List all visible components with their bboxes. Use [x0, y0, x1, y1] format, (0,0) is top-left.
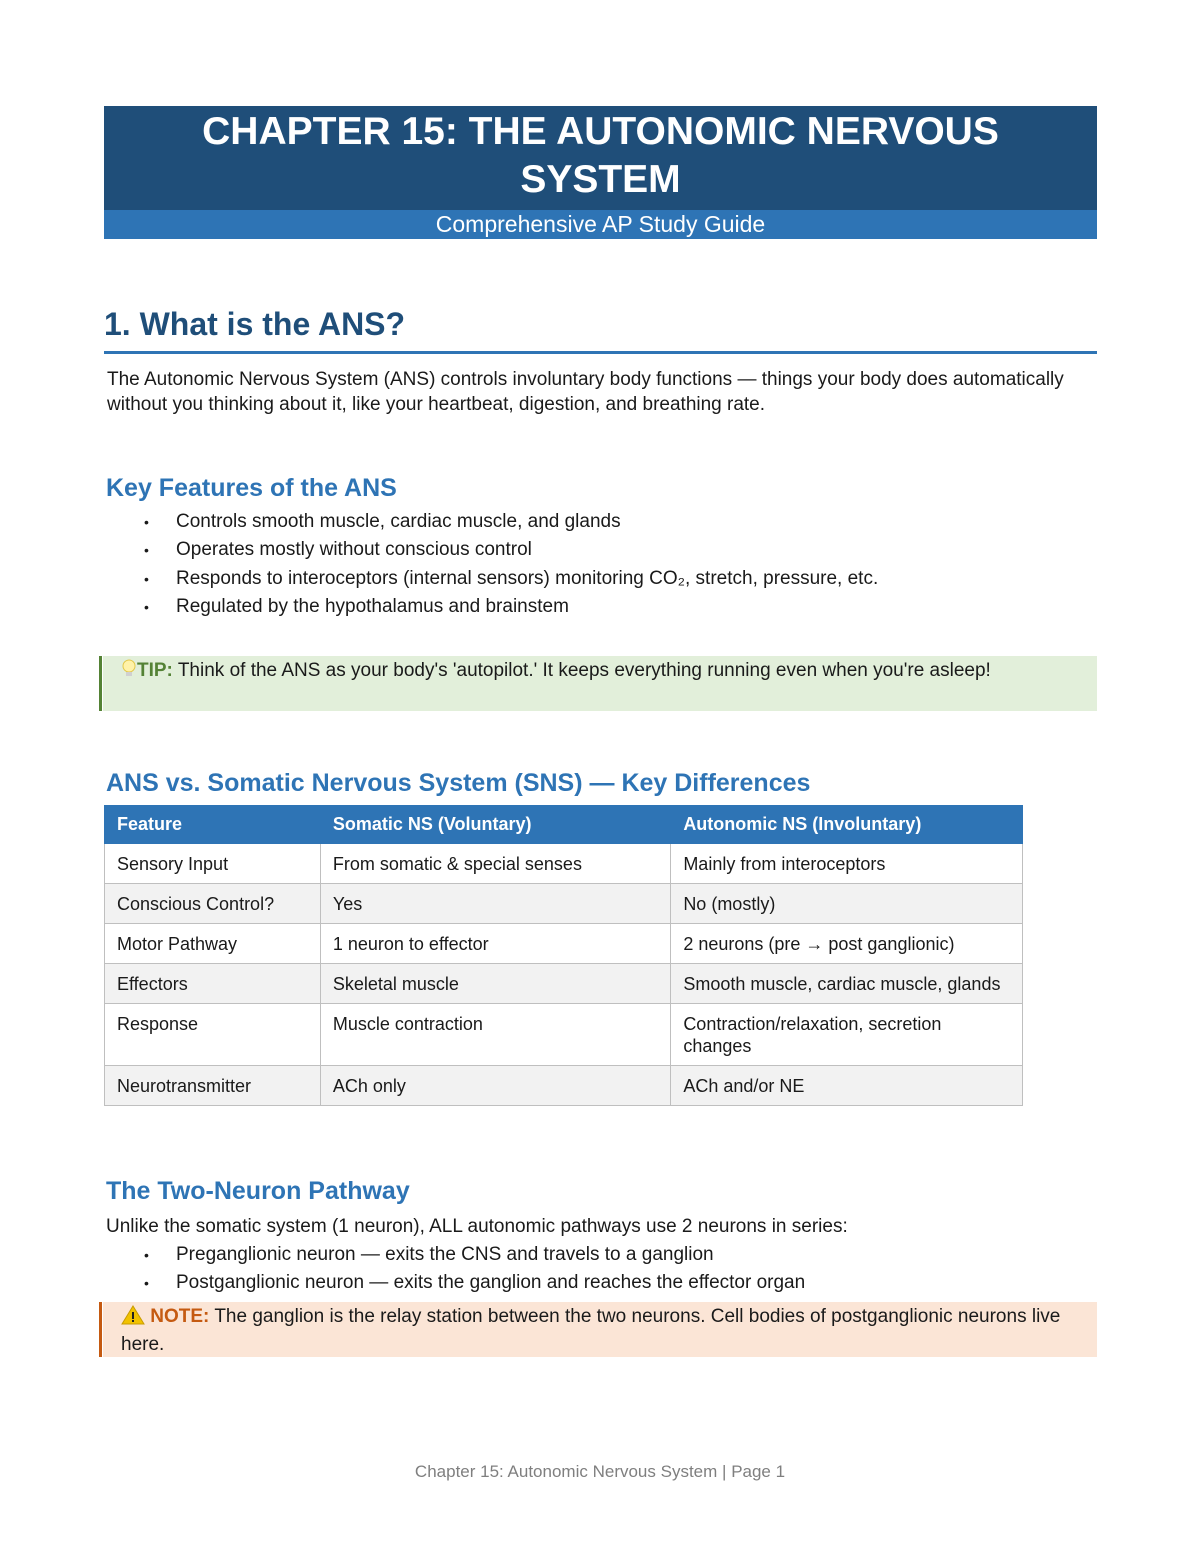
- section-divider: [104, 351, 1097, 354]
- table-cell: 2 neurons (pre → post ganglionic): [671, 924, 1023, 964]
- warning-icon: [121, 1305, 145, 1325]
- comparison-table: [104, 805, 1023, 1106]
- table-cell: Neurotransmitter: [105, 1066, 321, 1106]
- column-header: Somatic NS (Voluntary): [320, 806, 670, 844]
- comparison-heading: ANS vs. Somatic Nervous System (SNS) — Key Differences: [106, 769, 811, 797]
- table-cell: Conscious Control?: [105, 884, 321, 924]
- table-cell: No (mostly): [671, 884, 1023, 924]
- table-cell: Sensory Input: [105, 844, 321, 884]
- tip-accent-bar: [99, 656, 102, 711]
- bullet-icon: •: [144, 570, 149, 587]
- chapter-subtitle: Comprehensive AP Study Guide: [104, 210, 1097, 239]
- lightbulb-icon: [121, 659, 137, 679]
- table-header-row: [105, 806, 1023, 844]
- chapter-title-line1: CHAPTER 15: THE AUTONOMIC NERVOUS: [202, 110, 999, 153]
- bullet-icon: •: [144, 1247, 149, 1263]
- note-text: The ganglion is the relay station between the two neurons. Cell bodies of postganglionic neurons live here.: [121, 1306, 1061, 1355]
- bullet-icon: •: [144, 542, 149, 559]
- tip-label: TIP:: [137, 660, 173, 681]
- tip-callout: [103, 656, 1097, 711]
- column-header: Autonomic NS (Involuntary): [671, 806, 1023, 844]
- table-cell: Motor Pathway: [105, 924, 321, 964]
- list-item: • Controls smooth muscle, cardiac muscle, and glands: [144, 508, 1104, 536]
- table-cell: Yes: [320, 884, 670, 924]
- table-row: [105, 964, 1023, 1004]
- tip-text: Think of the ANS as your body's 'autopilot.' It keeps everything running even when you're asleep!: [172, 660, 991, 681]
- key-features-list: [144, 508, 1104, 621]
- table-row: [105, 1066, 1023, 1106]
- pathway-list: [144, 1241, 1104, 1298]
- bullet-icon: •: [144, 514, 149, 530]
- note-label: NOTE:: [150, 1306, 210, 1327]
- table-cell: Muscle contraction: [320, 1004, 670, 1066]
- table-cell: ACh only: [320, 1066, 670, 1106]
- bullet-icon: •: [144, 598, 149, 615]
- table-row: [105, 844, 1023, 884]
- pathway-heading: The Two-Neuron Pathway: [106, 1177, 410, 1205]
- table-cell: Response: [105, 1004, 321, 1066]
- table-cell: Smooth muscle, cardiac muscle, glands: [671, 964, 1023, 1004]
- section-heading: 1. What is the ANS?: [104, 306, 406, 342]
- table-cell: Contraction/relaxation, secretion changes: [671, 1004, 1023, 1066]
- table-cell: Mainly from interoceptors: [671, 844, 1023, 884]
- table-cell: Effectors: [105, 964, 321, 1004]
- page-footer: [0, 1462, 1200, 1482]
- note-callout: [103, 1302, 1097, 1357]
- column-header: Feature: [105, 806, 321, 844]
- list-item: • Postganglionic neuron — exits the ganglion and reaches the effector organ: [144, 1269, 1104, 1297]
- footer-title: Chapter 15: Autonomic Nervous System: [414, 1462, 718, 1481]
- footer-separator: |: [722, 1462, 727, 1481]
- table-cell: 1 neuron to effector: [320, 924, 670, 964]
- table-cell: From somatic & special senses: [320, 844, 670, 884]
- page-number: Page 1: [731, 1462, 786, 1481]
- chapter-title-line2: SYSTEM: [520, 158, 681, 201]
- table-cell: Skeletal muscle: [320, 964, 670, 1004]
- bullet-icon: •: [144, 1275, 149, 1292]
- pathway-intro: Unlike the somatic system (1 neuron), ALL autonomic pathways use 2 neurons in series:: [106, 1216, 848, 1237]
- list-item: • Preganglionic neuron — exits the CNS and travels to a ganglion: [144, 1241, 1104, 1269]
- table-cell: ACh and/or NE: [671, 1066, 1023, 1106]
- list-item: • Operates mostly without conscious control: [144, 536, 1104, 564]
- list-item: • Regulated by the hypothalamus and brainstem: [144, 593, 1104, 621]
- intro-paragraph: The Autonomic Nervous System (ANS) controls involuntary body functions — things your body does automatically without you thinking about it, like your heartbeat, digestion, and breathing rate.: [107, 369, 1064, 415]
- list-item: • Responds to interoceptors (internal sensors) monitoring CO₂, stretch, pressure, etc.: [144, 565, 1104, 593]
- note-accent-bar: [99, 1302, 102, 1357]
- table-row: [105, 884, 1023, 924]
- key-features-heading: Key Features of the ANS: [106, 474, 397, 502]
- table-row: [105, 1004, 1023, 1066]
- chapter-title: [104, 108, 1097, 204]
- table-row: [105, 924, 1023, 964]
